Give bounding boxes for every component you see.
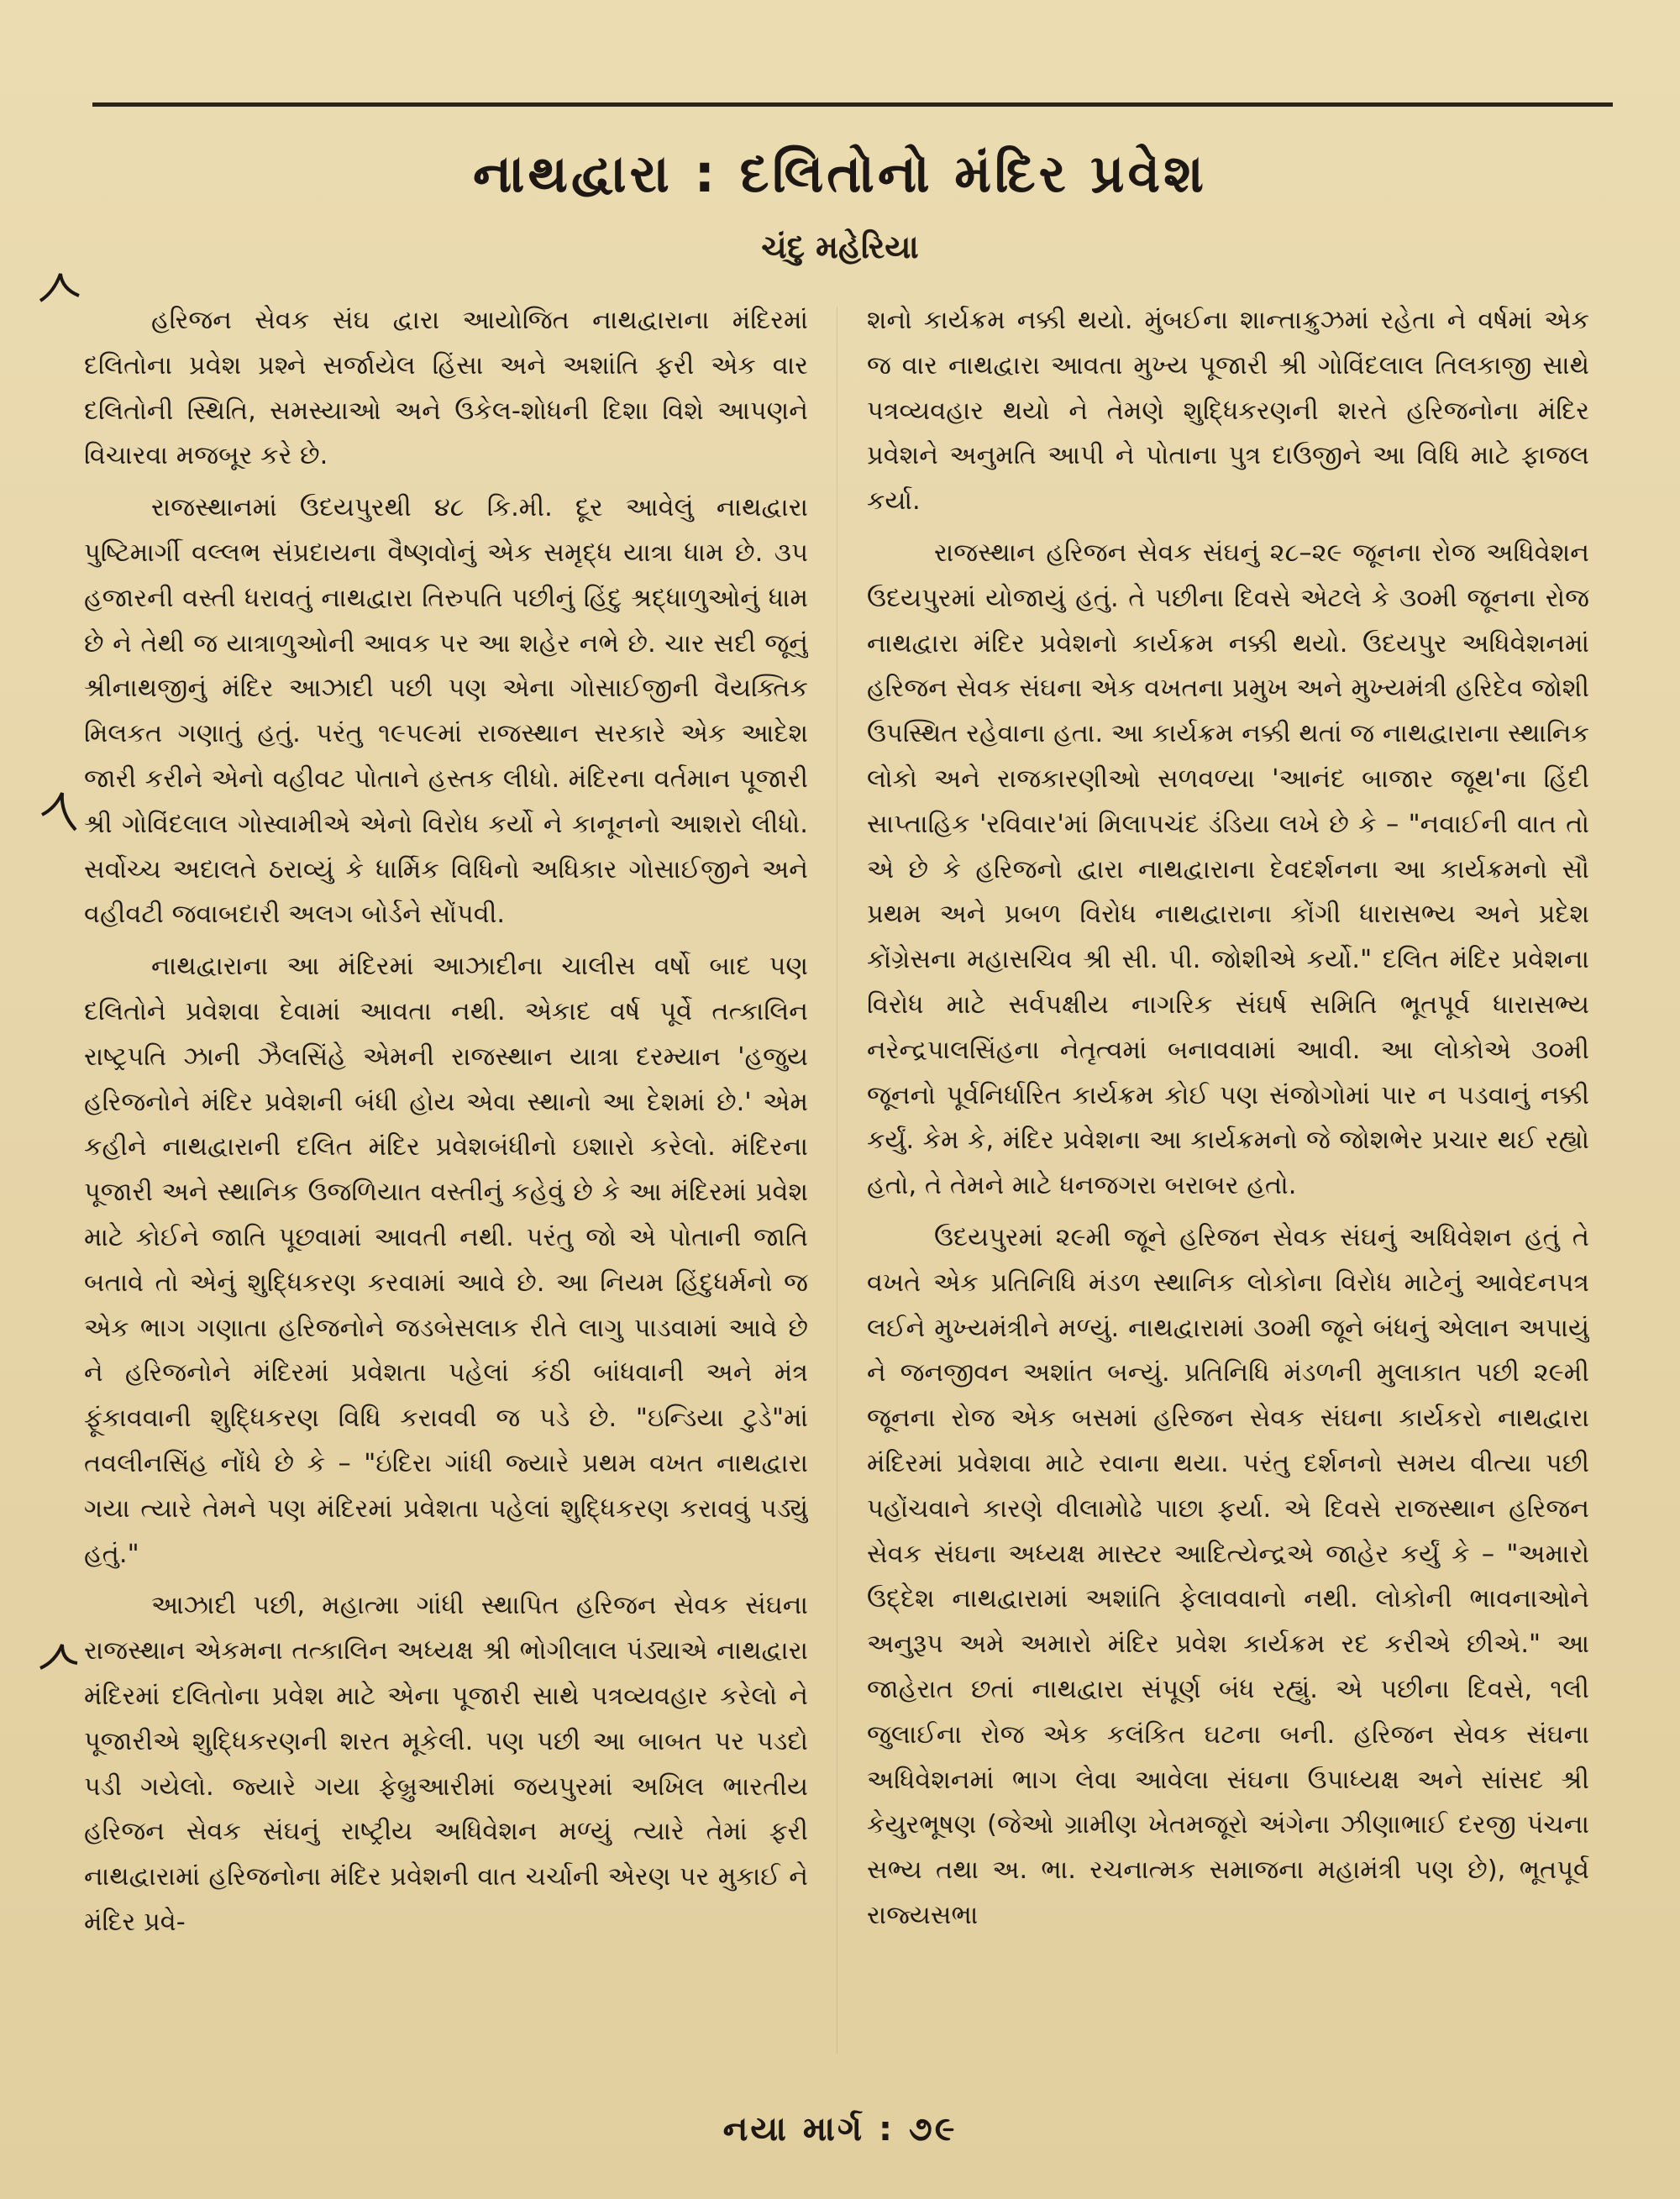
top-rule [92, 102, 1613, 107]
article-author: ચંદુ મહેરિયા [761, 228, 919, 265]
page-footer-folio: નયા માર્ગ : ૭૯ [722, 2110, 958, 2149]
paragraph: આઝાદી પછી, મહાત્મા ગાંધી સ્થાપિત હરિજન સેવક સંઘના રાજસ્થાન એકમના તત્કાલિન અધ્યક્ષ શ્રી ભોગીલાલ પંડ્યાએ નાથદ્વારા મંદિરમાં દલિતોના પ્રવેશ માટે એના પૂજારી સાથે પત્રવ્યવહાર કરેલો ને પૂજારીએ શુદ્ધિકરણની શરત મૂકેલી. પણ પછી આ બાબત પર પડદો પડી ગયેલો. જ્યારે ગયા ફેબ્રુઆરીમાં જયપુરમાં અખિલ ભારતીય હરિજન સેવક સંઘનું રાષ્ટ્રીય અધિવેશન મળ્યું ત્યારે તેમાં ફરી નાથદ્વારામાં હરિજનોના મંદિર પ્રવેશની વાત ચર્ચાની એરણ પર મુકાઈ ને મંદિર પ્રવે- [84, 1591, 808, 1937]
paragraph: રાજસ્થાનમાં ઉદયપુરથી ૪૮ કિ.મી. દૂર આવેલું નાથદ્વારા પુષ્ટિમાર્ગી વલ્લભ સંપ્રદાયના વૈષ્ણવોનું એક સમૃદ્ધ યાત્રા ધામ છે. ૩૫ હજારની વસ્તી ધરાવતું નાથદ્વારા તિરુપતિ પછીનું હિંદુ શ્રદ્ધાળુઓનું ધામ છે ને તેથી જ યાત્રાળુઓની આવક પર આ શહેર નભે છે. ચાર સદી જૂનું શ્રીનાથજીનું મંદિર આઝાદી પછી પણ એના ગોસાઈજીની વૈયક્તિક મિલકત ગણાતું હતું. પરંતુ ૧૯૫૯માં રાજસ્થાન સરકારે એક આદેશ જારી કરીને એનો વહીવટ પોતાને હસ્તક લીધો. મંદિરના વર્તમાન પૂજારી શ્રી ગોવિંદલાલ ગોસ્વામીએ એનો વિરોધ કર્યો ને કાનૂનનો આશરો લીધો. સર્વોચ્ચ અદાલતે ઠરાવ્યું કે ધાર્મિક વિધિનો અધિકાર ગોસાઈજીને અને વહીવટી જવાબદારી અલગ બોર્ડને સોંપવી. [84, 493, 808, 930]
paragraph: રાજસ્થાન હરિજન સેવક સંઘનું ૨૮–૨૯ જૂનના રોજ અધિવેશન ઉદયપુરમાં યોજાયું હતું. તે પછીના દિવસે એટલે કે ૩૦મી જૂનના રોજ નાથદ્વારા મંદિર પ્રવેશનો કાર્યક્રમ નક્કી થયો. ઉદયપુર અધિવેશનમાં હરિજન સેવક સંઘના એક વખતના પ્રમુખ અને મુખ્યમંત્રી હરિદેવ જોશી ઉપસ્થિત રહેવાના હતા. આ કાર્યક્રમ નક્કી થતાં જ નાથદ્વારાના સ્થાનિક લોકો અને રાજકારણીઓ સળવળ્યા 'આનંદ બાજાર જૂથ'ના હિંદી સાપ્તાહિક 'રવિવાર'માં મિલાપચંદ ડંડિયા લખે છે કે – "નવાઈની વાત તો એ છે કે હરિજનો દ્વારા નાથદ્વારાના દેવદર્શનના આ કાર્યક્રમનો સૌ પ્રથમ અને પ્રબળ વિરોધ નાથદ્વારાના કોંગી ધારાસભ્ય અને પ્રદેશ કોંગ્રેસના મહાસચિવ શ્રી સી. પી. જોશીએ કર્યો." દલિત મંદિર પ્રવેશના વિરોધ માટે સર્વપક્ષીય નાગરિક સંઘર્ષ સમિતિ ભૂતપૂર્વ ધારાસભ્ય નરેન્દ્રપાલસિંહના નેતૃત્વમાં બનાવવામાં આવી. આ લોકોએ ૩૦મી જૂનનો પૂર્વનિર્ધારિત કાર્યક્રમ કોઈ પણ સંજોગોમાં પાર ન પડવાનું નક્કી કર્યું. કેમ કે, મંદિર પ્રવેશના આ કાર્યક્રમનો જે જોશભેર પ્રચાર થઈ રહ્યો હતો, તે તેમને માટે ધનજગરા બરાબર હતો. [867, 538, 1589, 1201]
article-title: નાથદ્વારા : દલિતોનો મંદિર પ્રવેશ [473, 143, 1207, 204]
binding-mark-icon [37, 790, 82, 835]
left-column [84, 298, 808, 2070]
binding-mark-icon [37, 267, 82, 312]
paragraph: હરિજન સેવક સંઘ દ્વારા આયોજિત નાથદ્વારાના મંદિરમાં દલિતોના પ્રવેશ પ્રશ્ને સર્જાયેલ હિંસા અને અશાંતિ ફરી એક વાર દલિતોની સ્થિતિ, સમસ્યાઓ અને ઉકેલ-શોધની દિશા વિશે આપણને વિચારવા મજબૂર કરે છે. [84, 306, 808, 471]
paragraph-continued: શનો કાર્યક્રમ નક્કી થયો. મુંબઈના શાન્તાક્રુઝમાં રહેતા ને વર્ષમાં એક જ વાર નાથદ્વારા આવતા મુખ્ય પૂજારી શ્રી ગોવિંદલાલ તિલકાજી સાથે પત્રવ્યવહાર થયો ને તેમણે શુદ્ધિકરણની શરતે હરિજનોના મંદિર પ્રવેશને અનુમતિ આપી ને પોતાના પુત્ર દાઉજીને આ વિધિ માટે ફાજલ કર્યા. [867, 306, 1589, 517]
binding-mark-icon [37, 1638, 82, 1683]
paragraph: નાથદ્વારાના આ મંદિરમાં આઝાદીના ચાલીસ વર્ષો બાદ પણ દલિતોને પ્રવેશવા દેવામાં આવતા નથી. એકાદ વર્ષ પૂર્વે તત્કાલિન રાષ્ટ્રપતિ ઝાની ઝૈલસિંહે એમની રાજસ્થાન યાત્રા દરમ્યાન 'હજુય હરિજનોને મંદિર પ્રવેશની બંધી હોય એવા સ્થાનો આ દેશમાં છે.' એમ કહીને નાથદ્વારાની દલિત મંદિર પ્રવેશબંધીનો ઇશારો કરેલો. મંદિરના પૂજારી અને સ્થાનિક ઉજળિયાત વસ્તીનું કહેવું છે કે આ મંદિરમાં પ્રવેશ માટે કોઈને જાતિ પૂછવામાં આવતી નથી. પરંતુ જો એ પોતાની જાતિ બતાવે તો એનું શુદ્ધિકરણ કરવામાં આવે છે. આ નિયમ હિંદુધર્મનો જ એક ભાગ ગણાતા હરિજનોને જડબેસલાક રીતે લાગુ પાડવામાં આવે છે ને હરિજનોને મંદિરમાં પ્રવેશતા પહેલાં કંઠી બાંધવાની અને મંત્ર ફૂંકાવવાની શુદ્ધિકરણ વિધિ કરાવવી જ પડે છે. "ઇન્ડિયા ટુડે"માં તવલીનસિંહ નોંધે છે કે – "ઇંદિરા ગાંધી જ્યારે પ્રથમ વખત નાથદ્વારા ગયા ત્યારે તેમને પણ મંદિરમાં પ્રવેશતા પહેલાં શુદ્ધિકરણ કરાવવું પડ્યું હતું." [84, 952, 808, 1569]
right-column [867, 298, 1589, 2070]
paragraph: ઉદયપુરમાં ૨૯મી જૂને હરિજન સેવક સંઘનું અધિવેશન હતું તે વખતે એક પ્રતિનિધિ મંડળ સ્થાનિક લોકોના વિરોધ માટેનું આવેદનપત્ર લઈને મુખ્યમંત્રીને મળ્યું. નાથદ્વારામાં ૩૦મી જૂને બંધનું એલાન અપાયું ને જનજીવન અશાંત બન્યું. પ્રતિનિધિ મંડળની મુલાકાત પછી ૨૯મી જૂનના રોજ એક બસમાં હરિજન સેવક સંઘના કાર્યકરો નાથદ્વારા મંદિરમાં પ્રવેશવા માટે રવાના થયા. પરંતુ દર્શનનો સમય વીત્યા પછી પહોંચવાને કારણે વીલામોઢે પાછા ફર્યા. એ દિવસે રાજસ્થાન હરિજન સેવક સંઘના અધ્યક્ષ માસ્ટર આદિત્યેન્દ્રએ જાહેર કર્યું કે – "અમારો ઉદ્દેશ નાથદ્વારામાં અશાંતિ ફેલાવવાનો નથી. લોકોની ભાવનાઓને અનુરૂપ અમે અમારો મંદિર પ્રવેશ કાર્યક્રમ રદ કરીએ છીએ." આ જાહેરાત છતાં નાથદ્વારા સંપૂર્ણ બંધ રહ્યું. એ પછીના દિવસે, ૧લી જુલાઈના રોજ એક કલંકિત ઘટના બની. હરિજન સેવક સંઘના અધિવેશનમાં ભાગ લેવા આવેલા સંઘના ઉપાધ્યક્ષ અને સાંસદ શ્રી કેયુરભૂષણ (જેઓ ગ્રામીણ ખેતમજૂરો અંગેના ઝીણાભાઈ દરજી પંચના સભ્ય તથા અ. ભા. રચનાત્મક સમાજના મહામંત્રી પણ છે), ભૂતપૂર્વ રાજ્યસભા [867, 1222, 1589, 1930]
